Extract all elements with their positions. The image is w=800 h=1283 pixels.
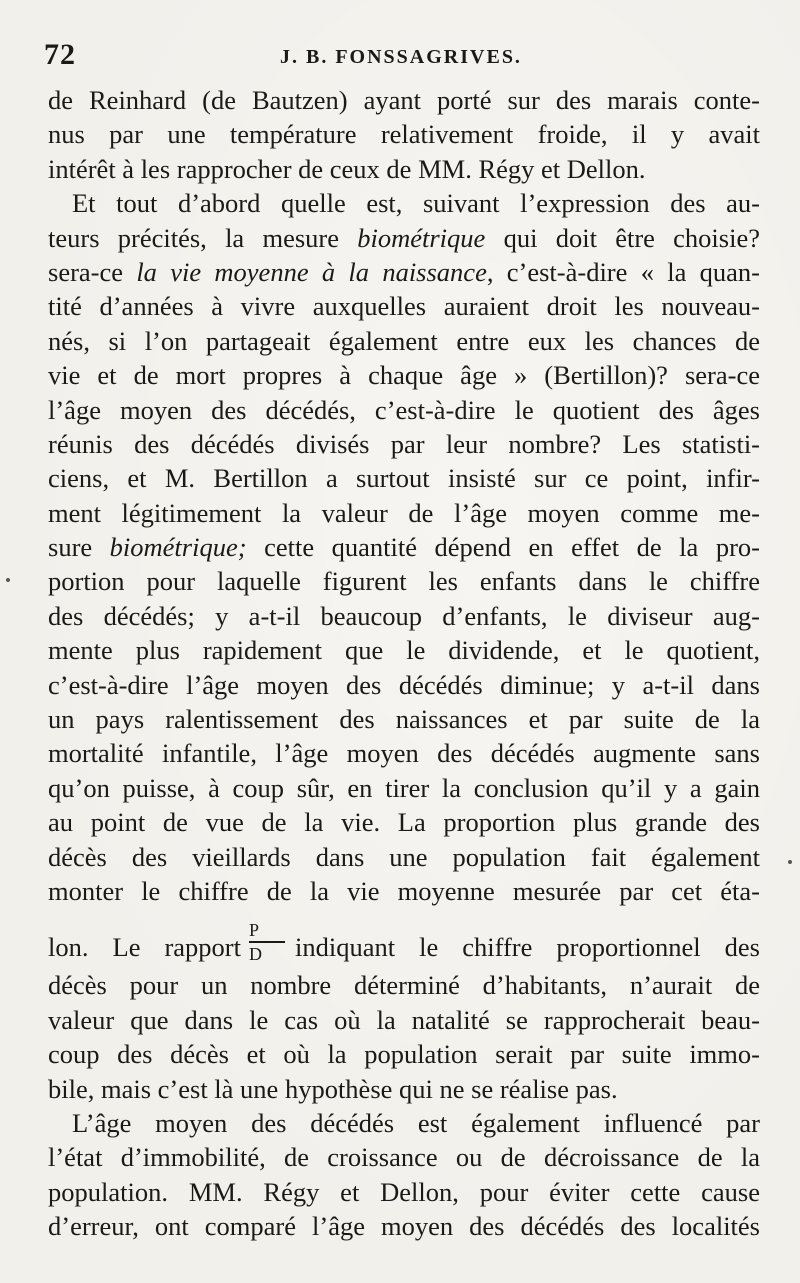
page-number: 72 [44, 38, 76, 71]
italic-term: biométrique; [109, 532, 247, 563]
text-line [48, 221, 760, 255]
text-line: réunis des décédés divisés par leur nombre? Les statisti- [48, 428, 760, 459]
text-run: sure [48, 532, 110, 563]
text-line: l’âge moyen des décédés, c’est-à-dire le quotient des âges [48, 394, 760, 425]
text-line: tité d’années à vivre auxquelles auraient droit les nouveau- [48, 291, 760, 322]
text-line: monter le chiffre de la vie moyenne mesurée par cet éta- [48, 875, 760, 906]
text-line: l’état d’immobilité, de croissance ou de décroissance de la [48, 1142, 760, 1173]
fraction-numerator: P [249, 919, 285, 943]
margin-speck [788, 860, 792, 864]
text-line: au point de vue de la vie. La proportion plus grande des [48, 807, 760, 838]
text-line: de Reinhard (de Bautzen) ayant porté sur des marais conte- [48, 85, 760, 115]
text-run: lon. Le rapport [48, 932, 241, 963]
text-line: un pays ralentissement des naissances et par suite de la [48, 704, 760, 735]
text-run: indiquant le chiffre proportionnel des [295, 932, 760, 963]
text-line: mente plus rapidement que le dividende, et le quotient, [48, 635, 760, 666]
text-line: valeur que dans le cas où la natalité se rapprocherait beau- [48, 1004, 760, 1035]
text-run: sera-ce [48, 256, 137, 287]
text-line-with-fraction [48, 908, 760, 968]
text-line: nus par une température relativement froide, il y avait [48, 119, 760, 150]
body-text [48, 83, 760, 1244]
paragraph-start: Et tout d’abord quelle est, suivant l’expression des au- [72, 188, 760, 219]
text-line: coup des décès et où la population serait par suite immo- [48, 1039, 760, 1070]
text-line: vie et de mort propres à chaque âge » (Bertillon)? sera-ce [48, 360, 760, 391]
text-line: qu’on puisse, à coup sûr, en tirer la conclusion qu’il y a gain [48, 772, 760, 803]
text-run: teurs précités, la mesure [48, 222, 358, 253]
text-line: c’est-à-dire l’âge moyen des décédés diminue; y a-t-il dans [48, 669, 760, 700]
text-line: ciens, et M. Bertillon a surtout insisté sur ce point, infir- [48, 463, 760, 494]
text-line: mortalité infantile, l’âge moyen des décédés augmente sans [48, 738, 760, 769]
margin-speck [6, 578, 10, 582]
text-line: ment légitimement la valeur de l’âge moyen comme me- [48, 497, 760, 528]
italic-term: la vie moyenne à la naissance [136, 256, 487, 287]
text-line: population. MM. Régy et Dellon, pour éviter cette cause [48, 1176, 760, 1207]
text-line [48, 530, 760, 564]
text-line: décès des vieillards dans une population fait également [48, 841, 760, 872]
text-line: décès pour un nombre déterminé d’habitants, n’aurait de [48, 970, 760, 1001]
fraction-denominator: D [249, 944, 262, 965]
text-line: des décédés; y a-t-il beaucoup d’enfants, le diviseur aug- [48, 600, 760, 631]
text-line: bile, mais c’est là une hypothèse qui ne se réalise pas. [48, 1073, 618, 1104]
italic-term: biométrique [357, 222, 486, 253]
text-line [48, 255, 760, 289]
page-header [0, 36, 800, 76]
text-line: intérêt à les rapprocher de ceux de MM. Régy et Dellon. [48, 153, 646, 184]
text-run: cette quantité dépend en effet de la pro- [246, 532, 760, 563]
text-run: , c’est-à-dire « la quan- [486, 256, 760, 287]
fraction [249, 919, 285, 965]
text-line: nés, si l’on partageait également entre eux les chances de [48, 325, 760, 356]
text-line: d’erreur, ont comparé l’âge moyen des décédés des localités [48, 1211, 760, 1242]
paragraph-start: L’âge moyen des décédés est également influencé par [72, 1107, 760, 1138]
text-run: qui doit être choisie? [485, 222, 760, 253]
text-line: portion pour laquelle figurent les enfants dans le chiffre [48, 566, 760, 597]
running-head: J. B. FONSSAGRIVES. [280, 46, 522, 68]
